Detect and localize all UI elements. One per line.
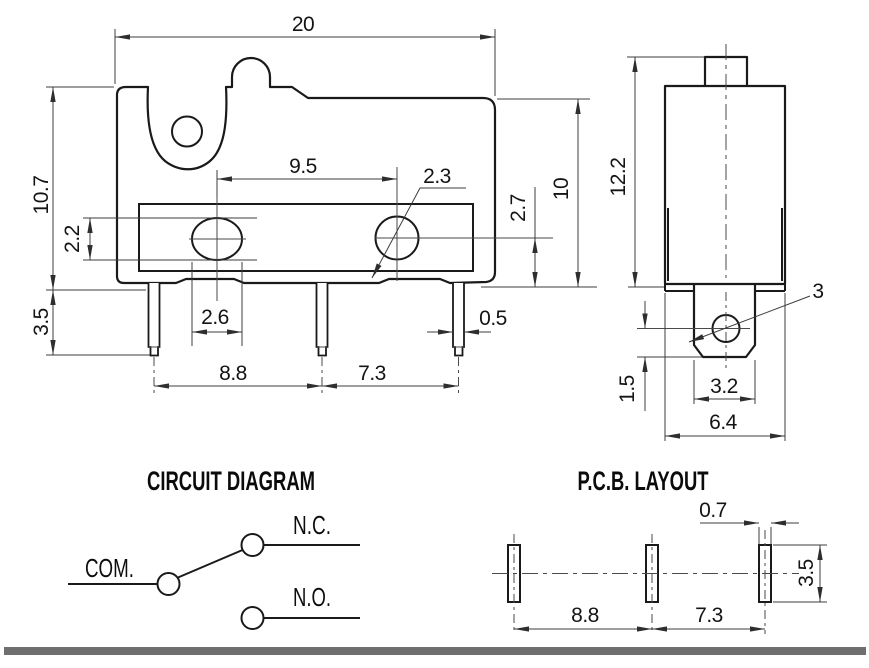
dim-text-side-height: 12.2 bbox=[607, 157, 630, 197]
switch-arm bbox=[178, 550, 243, 578]
dim-pcb-pitch bbox=[514, 604, 765, 629]
nc-label: N.C. bbox=[293, 510, 331, 540]
dim-text-hole-diameter: 2.3 bbox=[423, 165, 451, 188]
dim-pin-pitch bbox=[154, 362, 459, 386]
dim-text-tab-hole-diameter: 3 bbox=[812, 280, 824, 303]
dim-text-slot-width: 0.7 bbox=[699, 499, 727, 522]
dim-text-tab-width: 3.2 bbox=[710, 375, 738, 398]
pcb-layout-title: P.C.B. LAYOUT bbox=[577, 466, 709, 496]
mounting-hole bbox=[172, 117, 202, 147]
side-body-outline bbox=[665, 86, 785, 284]
dim-pin-width bbox=[427, 307, 507, 332]
dim-side-overall-height bbox=[607, 57, 704, 287]
dim-text-body-height: 10 bbox=[550, 177, 573, 201]
pcb-layout bbox=[492, 466, 827, 634]
dim-tab-hole-diameter bbox=[689, 280, 824, 342]
dim-text-pin-length: 3.5 bbox=[30, 308, 53, 336]
circuit-diagram-title: CIRCUIT DIAGRAM bbox=[147, 466, 315, 496]
dim-slot-width bbox=[699, 499, 799, 544]
dim-text-body-depth: 6.4 bbox=[709, 411, 737, 434]
dim-pin-length bbox=[30, 290, 150, 355]
dim-text-pitch-left: 8.8 bbox=[219, 362, 247, 385]
dim-body-height bbox=[497, 99, 590, 287]
dim-text-hole-width: 2.6 bbox=[201, 306, 229, 329]
dim-hole-diameter bbox=[372, 165, 466, 278]
dim-text-hole-spacing: 9.5 bbox=[289, 155, 317, 178]
dim-text-width: 20 bbox=[291, 13, 315, 36]
dim-hole-to-bottom bbox=[481, 187, 597, 287]
dim-text-slot-height: 3.5 bbox=[795, 559, 818, 587]
dim-text-pin-width: 0.5 bbox=[479, 307, 507, 330]
dim-text-tab-hole-offset: 1.5 bbox=[616, 375, 639, 403]
nc-contact bbox=[242, 534, 264, 556]
circuit-diagram bbox=[68, 466, 360, 629]
com-contact bbox=[158, 573, 180, 595]
side-view bbox=[607, 44, 824, 441]
dim-width-20 bbox=[115, 13, 495, 96]
dim-text-hole-height: 2.2 bbox=[61, 225, 84, 253]
solder-pins bbox=[149, 283, 465, 394]
dim-text-hole-to-bottom: 2.7 bbox=[507, 194, 530, 222]
dim-hole-spacing bbox=[217, 155, 397, 198]
front-view bbox=[30, 13, 597, 394]
com-label: COM. bbox=[85, 553, 134, 583]
dim-text-pcb-pitch-right: 7.3 bbox=[695, 604, 723, 627]
dim-text-pcb-pitch-left: 8.8 bbox=[571, 604, 599, 627]
dim-tab-hole-offset bbox=[616, 301, 702, 411]
no-label: N.O. bbox=[293, 582, 331, 612]
dim-tab-width bbox=[694, 360, 755, 404]
page-divider-bar bbox=[4, 647, 866, 655]
hole-centerlines bbox=[189, 167, 553, 301]
no-contact bbox=[242, 607, 264, 629]
dim-slot-height bbox=[773, 545, 827, 602]
dim-text-overall-height: 10.7 bbox=[30, 175, 53, 215]
dim-text-pitch-right: 7.3 bbox=[358, 362, 386, 385]
